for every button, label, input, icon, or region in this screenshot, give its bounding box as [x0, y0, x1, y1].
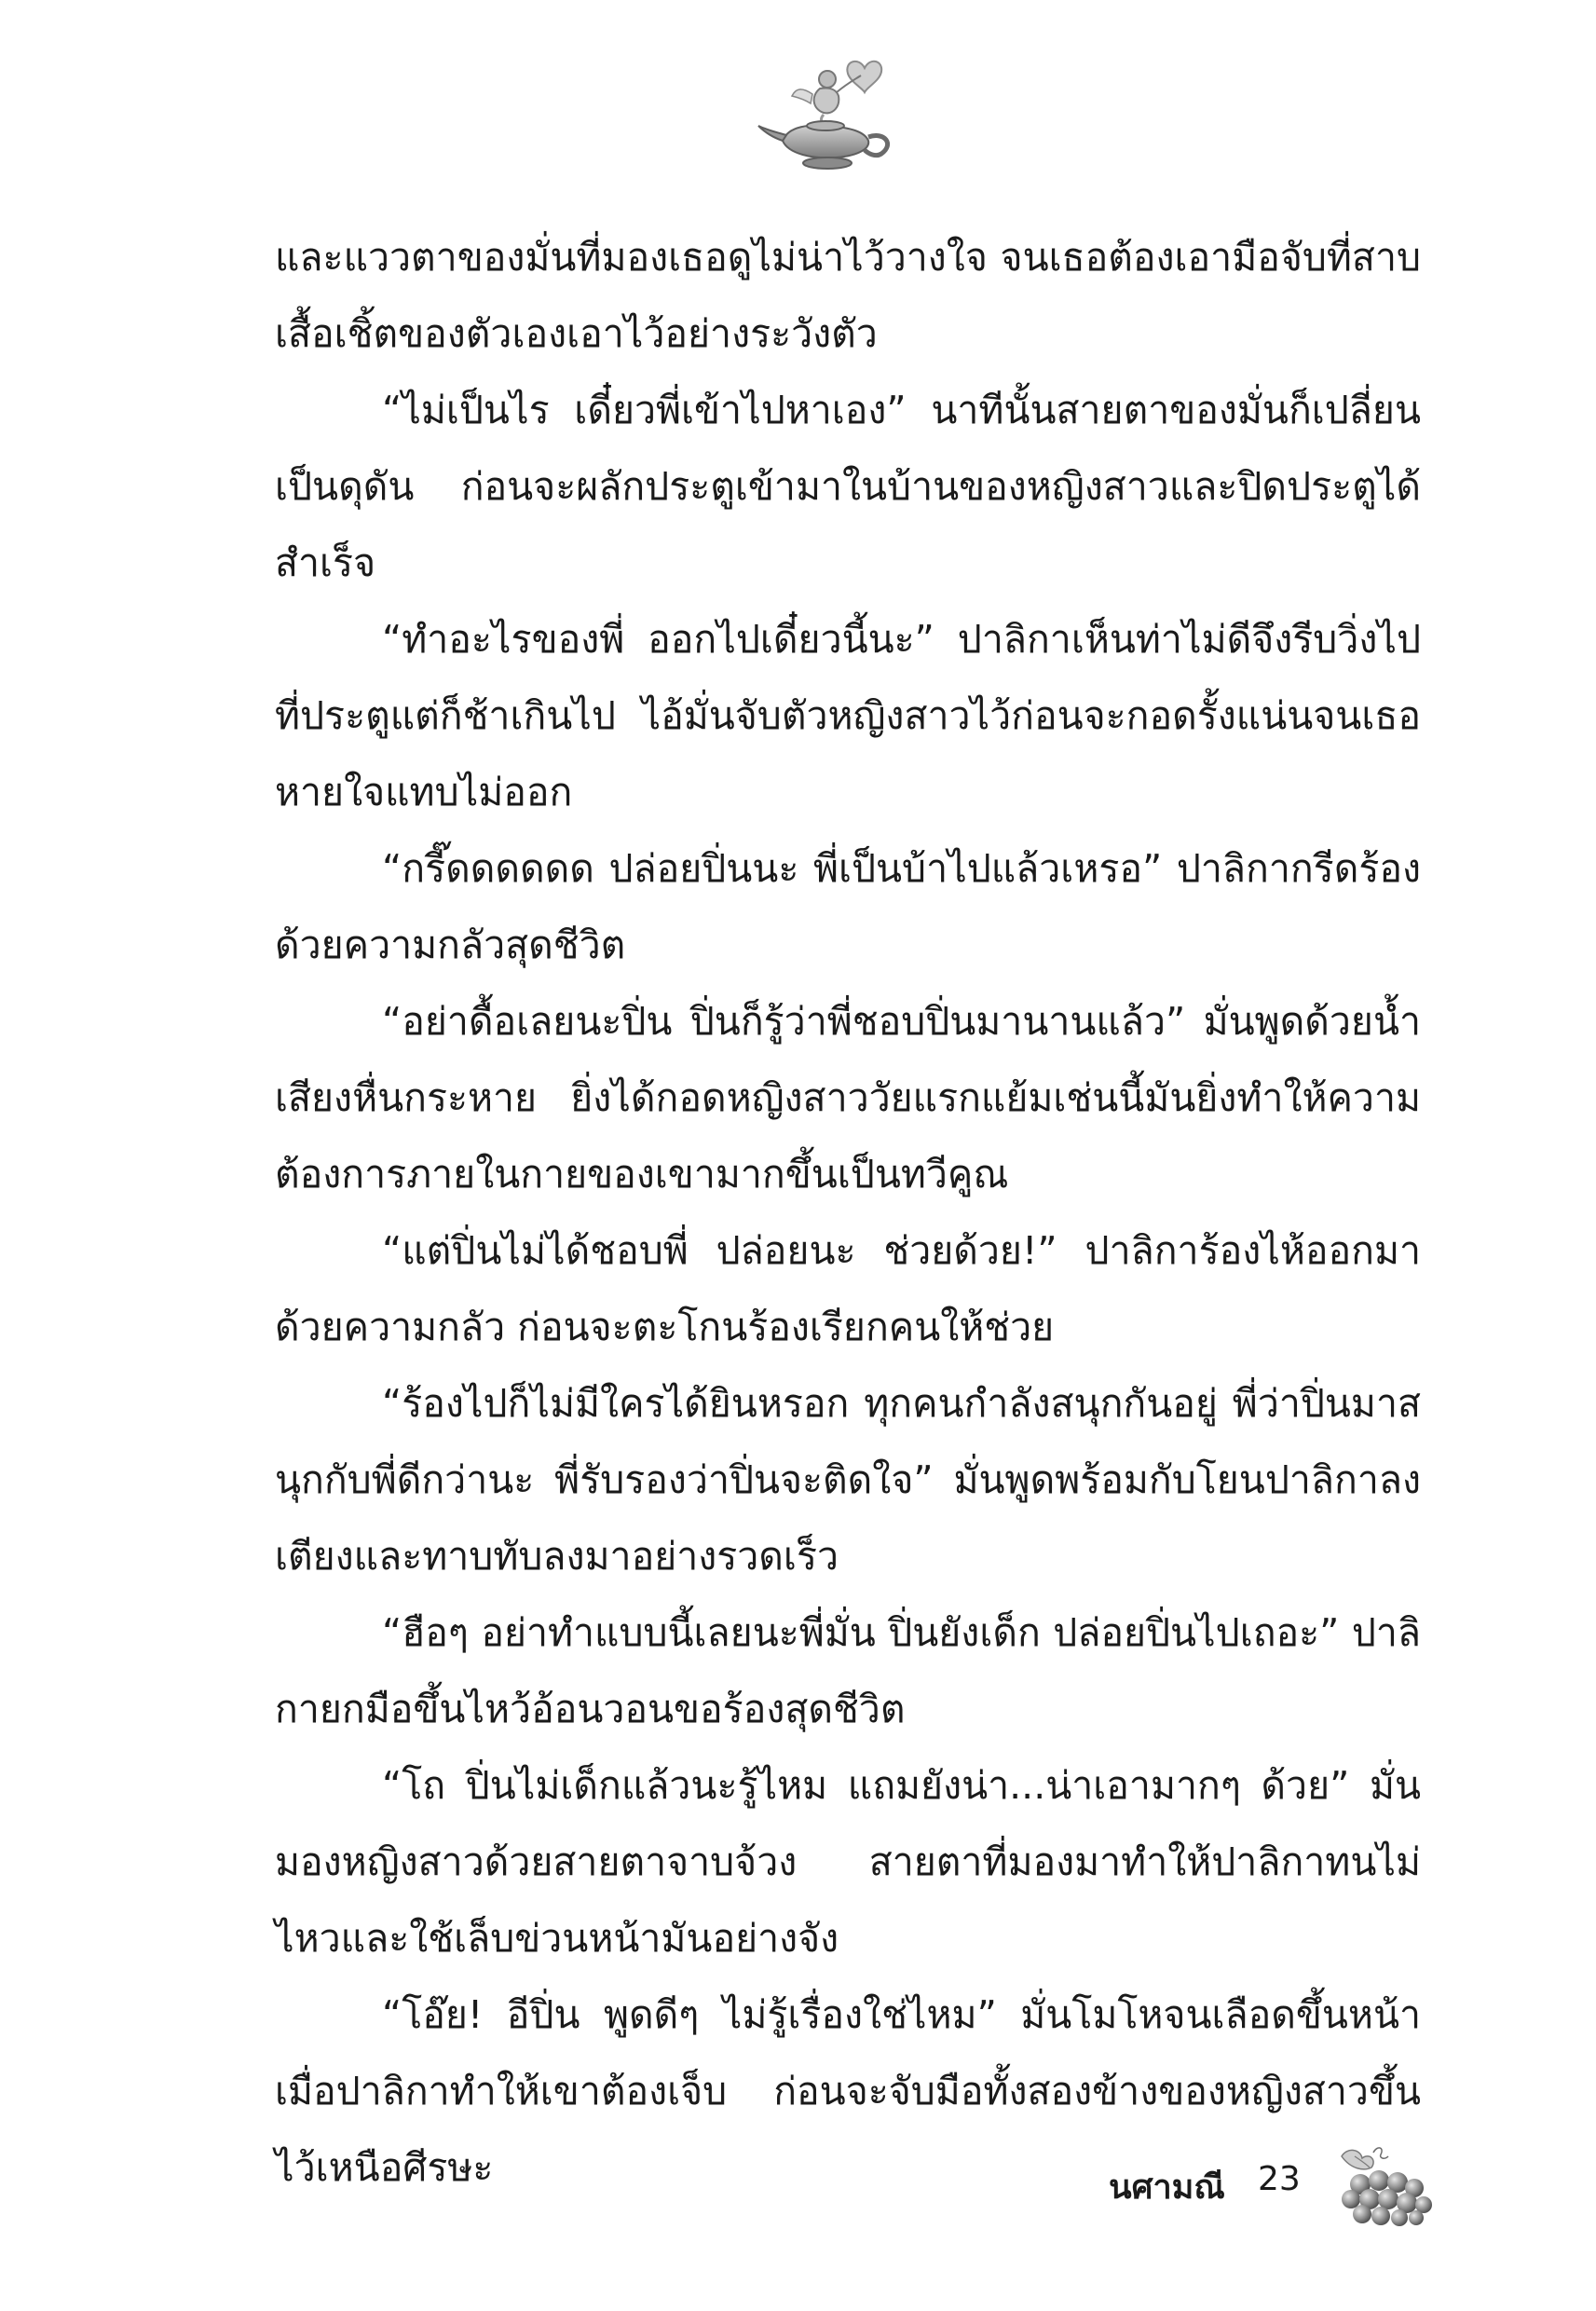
paragraph: “กรี๊ดดดดดด ปล่อยปิ่นนะ พี่เป็นบ้าไปแล้วเหรอ” ปาลิกากรีดร้องด้วยความกลัวสุดชีวิต — [275, 846, 1421, 967]
paragraph: “แต่ปิ่นไม่ได้ชอบพี่ ปล่อยนะ ช่วยด้วย!” ปาลิการ้องไห้ออกมาด้วยความกลัว ก่อนจะตะโกนร้องเรียกคนให้ช่วย — [275, 1228, 1421, 1349]
paragraph: “โอ๊ย! อีปิ่น พูดดีๆ ไม่รู้เรื่องใช่ไหม” มั่นโมโหจนเลือดขึ้นหน้าเมื่อปาลิกาทำให้เขาต้องเจ็บ ก่อนจะจับมือทั้งสองข้างของหญิงสาวขึ้นไว้เหนือศีรษะ — [275, 1992, 1421, 2190]
paragraph: “อย่าดื้อเลยนะปิ่น ปิ่นก็รู้ว่าพี่ชอบปิ่นมานานแล้ว” มั่นพูดด้วยน้ำเสียงหื่นกระหาย ยิ่งได้กอดหญิงสาววัยแรกแย้มเช่นนี้มันยิ่งทำให้ความต้องการภายในกายของเขามากขึ้นเป็นทวีคูณ — [275, 999, 1421, 1197]
genie-lamp-icon — [755, 51, 904, 172]
paragraph: “ร้องไปก็ไม่มีใครได้ยินหรอก ทุกคนกำลังสนุกกันอยู่ พี่ว่าปิ่นมาสนุกกับพี่ดีกว่านะ พี่รับรองว่าปิ่นจะติดใจ” มั่นพูดพร้อมกับโยนปาลิกาลงเตียงและทาบทับลงมาอย่างรวดเร็ว — [275, 1381, 1421, 1579]
paragraph: “ฮือๆ อย่าทำแบบนี้เลยนะพี่มั่น ปิ่นยังเด็ก ปล่อยปิ่นไปเถอะ” ปาลิกายกมือขึ้นไหว้อ้อนวอนขอร้องสุดชีวิต — [275, 1610, 1421, 1731]
paragraph: “โถ ปิ่นไม่เด็กแล้วนะรู้ไหม แถมยังน่า...น่าเอามากๆ ด้วย” มั่นมองหญิงสาวด้วยสายตาจาบจ้วง สายตาที่มองมาทำให้ปาลิกาทนไม่ไหวและใช้เล็บข่วนหน้ามันอย่างจัง — [275, 1763, 1421, 1961]
book-title: นศามณี — [1109, 2168, 1225, 2207]
paragraph: “ไม่เป็นไร เดี๋ยวพี่เข้าไปหาเอง” นาทีนั้นสายตาของมั่นก็เปลี่ยนเป็นดุดัน ก่อนจะผลักประตูเข้ามาในบ้านของหญิงสาวและปิดประตูได้สำเร็จ — [275, 388, 1421, 585]
paragraph: “ทำอะไรของพี่ ออกไปเดี๋ยวนี้นะ” ปาลิกาเห็นท่าไม่ดีจึงรีบวิ่งไปที่ประตูแต่ก็ช้าเกินไป ไอ้มั่นจับตัวหญิงสาวไว้ก่อนจะกอดรั้งแน่นจนเธอหายใจแทบไม่ออก — [275, 617, 1421, 814]
body-text — [275, 219, 1421, 2206]
page-number: 23 — [1258, 2160, 1301, 2198]
page-footer — [1109, 2143, 1444, 2227]
grapes-icon — [1323, 2143, 1439, 2227]
paragraph: และแววตาของมั่นที่มองเธอดูไม่น่าไว้วางใจ จนเธอต้องเอามือจับที่สาบเสื้อเชิ้ตของตัวเองเอาไว้อย่างระวังตัว — [275, 235, 1421, 356]
